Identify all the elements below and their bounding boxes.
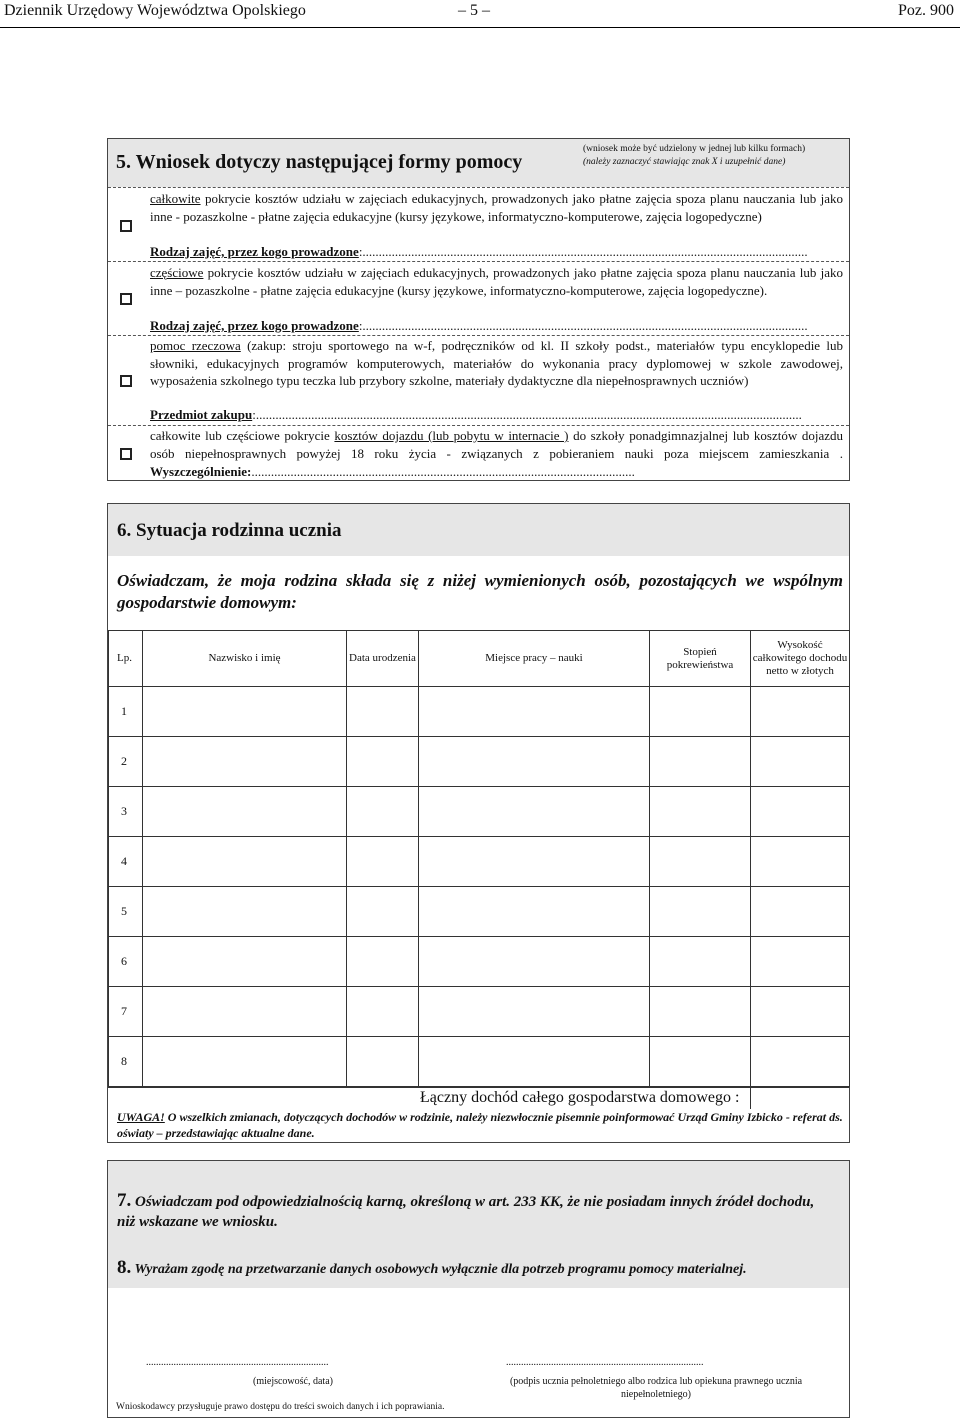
page-number: – 5 – [458,2,490,19]
birthdate-cell[interactable] [347,1037,419,1087]
place-date-caption: (miejscowość, data) [253,1376,333,1387]
name-cell[interactable] [143,837,347,887]
section-5-note-line2: (należy zaznaczyć stawiając znak X i uzupełnić dane) [583,157,786,167]
section-6-family-situation [107,503,850,1143]
notice [117,1109,843,1141]
birthdate-cell[interactable] [347,987,419,1037]
workplace-cell[interactable] [419,987,650,1037]
relationship-cell[interactable] [650,837,751,887]
checkbox-material-aid[interactable] [120,375,132,387]
declaration-7-number: 7. [117,1190,132,1211]
column-header: Wysokość całkowitego dochodu netto w złotych [751,631,850,687]
relationship-cell[interactable] [650,1037,751,1087]
option-commuting-costs-text: całkowite lub częściowe pokrycie kosztów dojazdu (lub pobytu w internacie ) do szkoły ponadgimnazjalnej lub kosztów dojazdu osób niepełnosprawnych powyżej 18 roku życia - związanych z pobieraniem nauki poza miejscem zamieszkania . Wyszczególnienie:...................................................................................................................... [150,428,843,479]
checkbox-partial-coverage[interactable] [120,293,132,305]
column-header: Stopień pokrewieństwa [650,631,751,687]
table-row [109,687,850,737]
notice-text: O wszelkich zmianach, dotyczących dochodów w rodzinie, należy niezwłocznie pisemnie poinformować Urząd Gminy Izbicko - referat ds. oświaty – przedstawiając aktualne dane. [117,1110,843,1140]
table-row [109,787,850,837]
family-members-table [108,630,850,1087]
column-header: Lp. [109,631,143,687]
workplace-cell[interactable] [419,937,650,987]
section-5-title: 5. Wniosek dotyczy następującej formy pomocy [116,151,523,173]
option-partial-coverage [108,261,849,333]
option-full-coverage-text: całkowite pokrycie kosztów udziału w zajęciach edukacyjnych, prowadzonych jako płatne zajęcia spoza planu nauczania lub jako inne - pozaszkolne - płatne zajęcia edukacyjne (kursy językowe, informatyczno-komputerowe, zajęcia logopedyczne) [150,191,843,224]
income-cell[interactable] [751,787,850,837]
workplace-cell[interactable] [419,887,650,937]
income-cell[interactable] [751,1037,850,1087]
option-lead: kosztów dojazdu (lub pobytu w internacie ) [334,428,569,443]
row-number: 7 [109,987,143,1037]
notice-label: UWAGA! [117,1110,165,1124]
table-row [109,937,850,987]
section-5-assistance-form [107,138,850,481]
relationship-cell[interactable] [650,937,751,987]
name-cell[interactable] [143,887,347,937]
table-row [109,887,850,937]
income-cell[interactable] [751,887,850,937]
workplace-cell[interactable] [419,837,650,887]
declaration-7 [117,1191,827,1232]
declaration-8-number: 8. [117,1257,132,1278]
section-7-8-declarations [107,1160,850,1418]
column-header: Miejsce pracy – nauki [419,631,650,687]
running-head [0,0,960,28]
section-5-note-line1: (wniosek może być udzielony w jednej lub kilku formach) [583,144,806,154]
option-material-aid-text: pomoc rzeczowa (zakup: stroju sportowego na w-f, podręczników od kl. II szkoły podst., materiałów typu encyklopedie lub słowniki, edukacyjnych programów komputerowych, materiałów do wykonania pracy dyplomowej w szkole zawodowej, wyposażenia szkolnego typu teczka lub przybory szkolne, materiały dydaktyczne dla niepełnosprawnych uczniów) [150,338,843,388]
table-row [109,987,850,1037]
relationship-cell[interactable] [650,737,751,787]
name-cell[interactable] [143,987,347,1037]
row-number: 3 [109,787,143,837]
section-5-header [108,139,849,187]
column-header: Data urodzenia [347,631,419,687]
income-cell[interactable] [751,737,850,787]
relationship-cell[interactable] [650,987,751,1037]
family-declaration: Oświadczam, że moja rodzina składa się z niżej wymienionych osób, pozostających we wspólnym gospodarstwie domowym: [117,571,843,612]
option-commuting-costs [108,425,849,481]
declarations-header [108,1161,849,1288]
relationship-cell[interactable] [650,687,751,737]
birthdate-cell[interactable] [347,687,419,737]
birthdate-cell[interactable] [347,837,419,887]
workplace-cell[interactable] [419,787,650,837]
option-full-coverage [108,187,849,259]
declaration-8-text: Wyrażam zgodę na przetwarzanie danych osobowych wyłącznie dla potrzeb programu pomocy materialnej. [131,1262,747,1277]
option-partial-coverage-text: częściowe pokrycie kosztów udziału w zajęciach edukacyjnych, prowadzonych jako płatne zajęcia spoza planu nauczania lub jako inne – pozaszkolne - płatne zajęcia edukacyjne (kursy językowe, informatyczno-komputerowe, zajęcia logopedyczne). [150,265,843,298]
field-activity-type-1[interactable]: Rodzaj zajęć, przez kogo prowadzone:......................................................................................................................................... [150,244,808,259]
table-header-row [109,631,850,687]
option-lead: pomoc rzeczowa [150,338,241,353]
name-cell[interactable] [143,937,347,987]
row-number: 6 [109,937,143,987]
relationship-cell[interactable] [650,887,751,937]
income-cell[interactable] [751,837,850,887]
name-cell[interactable] [143,787,347,837]
row-number: 5 [109,887,143,937]
row-number: 1 [109,687,143,737]
table-row [109,1037,850,1087]
declaration-7-text: Oświadczam pod odpowiedzialnością karną, określoną w art. 233 KK, że nie posiadam innych źródeł dochodu, niż wskazane we wniosku. [117,1194,815,1230]
column-header: Nazwisko i imię [143,631,347,687]
birthdate-cell[interactable] [347,887,419,937]
field-purchase-item[interactable]: Przedmiot zakupu:........................................................................................................................................................................ [150,407,802,422]
household-total-label: Łączny dochód całego gospodarstwa domowego : [420,1089,740,1106]
row-number: 4 [109,837,143,887]
workplace-cell[interactable] [419,1037,650,1087]
table-row [109,737,850,787]
relationship-cell[interactable] [650,787,751,837]
option-material-aid [108,335,849,423]
table-row [109,837,850,887]
income-cell[interactable] [751,987,850,1037]
section-6-title: 6. Sytuacja rodzinna ucznia [117,520,342,541]
row-number: 2 [109,737,143,787]
income-cell[interactable] [751,687,850,737]
field-activity-type-2[interactable]: Rodzaj zajęć, przez kogo prowadzone:......................................................................................................................................... [150,318,808,333]
birthdate-cell[interactable] [347,937,419,987]
income-cell[interactable] [751,937,850,987]
household-total-input[interactable] [750,1087,849,1109]
row-number: 8 [109,1037,143,1087]
signature-caption: (podpis ucznia pełnoletniego albo rodzica lub opiekuna prawnego ucznia niepełnoletniego) [509,1376,803,1400]
field-details[interactable]: ...................................................................................................................... [251,464,635,479]
workplace-cell[interactable] [419,737,650,787]
section-5-note [583,143,845,169]
place-date-line[interactable]: ......................................................................... [146,1357,329,1368]
name-cell[interactable] [143,687,347,737]
position-number: Poz. 900 [898,2,954,19]
signature-line[interactable]: ............................................................................... [506,1357,704,1368]
workplace-cell[interactable] [419,687,650,737]
declaration-8 [117,1257,843,1279]
option-lead: częściowe [150,265,204,280]
birthdate-cell[interactable] [347,737,419,787]
name-cell[interactable] [143,1037,347,1087]
field-details-label: Wyszczególnienie: [150,464,252,479]
household-total-row [108,1087,849,1108]
data-access-note: Wnioskodawcy przysługuje prawo dostępu do treści swoich danych i ich poprawiania. [116,1402,445,1412]
checkbox-commuting-costs[interactable] [120,448,132,460]
checkbox-full-coverage[interactable] [120,220,132,232]
birthdate-cell[interactable] [347,787,419,837]
option-lead: całkowite [150,191,201,206]
section-6-header [108,504,849,556]
journal-title: Dziennik Urzędowy Województwa Opolskiego [4,2,306,19]
name-cell[interactable] [143,737,347,787]
